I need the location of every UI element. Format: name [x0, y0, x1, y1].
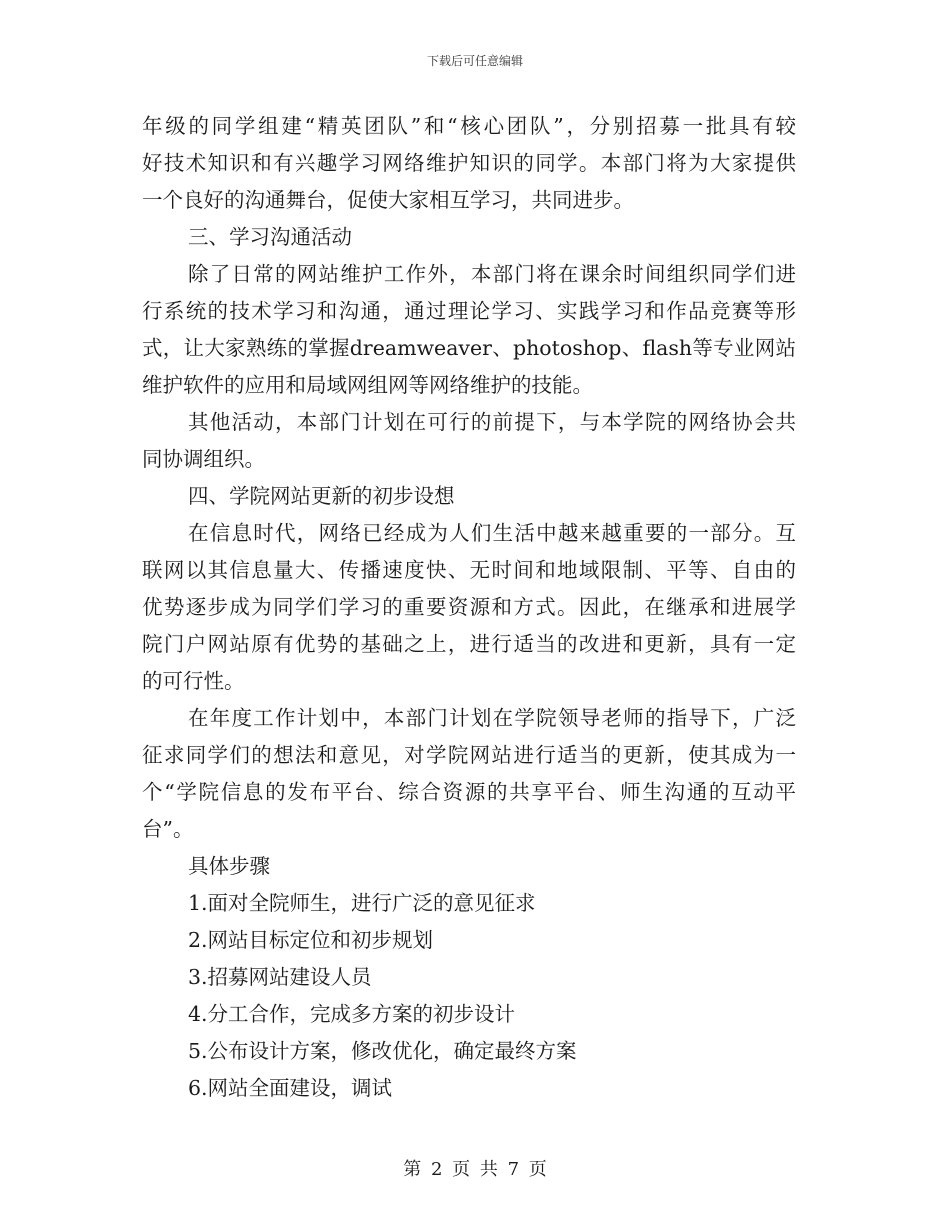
- text-line: 6.网站全面建设，调试: [188, 1076, 393, 1100]
- text-line: 在信息时代，网络已经成为人们生活中越来越重要的一部分。互: [188, 521, 796, 545]
- text-line: 3.招募网站建设人员: [188, 965, 372, 989]
- text-line: 院门户网站原有优势的基础之上，进行适当的改进和更新，具有一定: [142, 632, 796, 656]
- page-number: 第 2 页 共 7 页: [403, 1159, 547, 1180]
- text-line: 一个良好的沟通舞台，促使大家相互学习，共同进步。: [142, 188, 634, 212]
- text-line: 优势逐步成为同学们学习的重要资源和方式。因此，在继承和进展学: [142, 595, 796, 619]
- text-line: 好技术知识和有兴趣学习网络维护知识的同学。本部门将为大家提供: [142, 151, 796, 175]
- text-line: 四、学院网站更新的初步设想: [188, 484, 455, 508]
- document-body: [142, 108, 796, 1107]
- text-line: 具体步骤: [188, 854, 270, 878]
- text-line: 联网以其信息量大、传播速度快、无时间和地域限制、平等、自由的: [142, 558, 796, 582]
- text-line: 维护软件的应用和局域网组网等网络维护的技能。: [142, 373, 593, 397]
- text-line: 其他活动，本部门计划在可行的前提下，与本学院的网络协会共: [188, 410, 796, 434]
- text-line: 式，让大家熟练的掌握dreamweaver、photoshop、flash等专业网站: [142, 336, 796, 360]
- text-line: 在年度工作计划中，本部门计划在学院领导老师的指导下，广泛: [188, 706, 796, 730]
- text-line: 台”。: [142, 817, 194, 841]
- text-line: 个“学院信息的发布平台、综合资源的共享平台、师生沟通的互动平: [142, 780, 796, 804]
- page-header-note: 下载后可任意编辑: [426, 54, 523, 68]
- text-line: 5.公布设计方案，修改优化，确定最终方案: [188, 1039, 577, 1063]
- text-line: 三、学习沟通活动: [188, 225, 352, 249]
- text-line: 2.网站目标定位和初步规划: [188, 928, 434, 952]
- text-line: 1.面对全院师生，进行广泛的意见征求: [188, 891, 536, 915]
- text-line: 4.分工合作，完成多方案的初步设计: [188, 1002, 516, 1026]
- text-line: 同协调组织。: [142, 447, 265, 471]
- text-line: 年级的同学组建“精英团队”和“核心团队”，分别招募一批具有较: [142, 114, 796, 138]
- text-line: 的可行性。: [142, 669, 245, 693]
- text-line: 征求同学们的想法和意见，对学院网站进行适当的更新，使其成为一: [142, 743, 796, 767]
- text-line: 行系统的技术学习和沟通，通过理论学习、实践学习和作品竞赛等形: [142, 299, 796, 323]
- text-line: 除了日常的网站维护工作外，本部门将在课余时间组织同学们进: [188, 262, 796, 286]
